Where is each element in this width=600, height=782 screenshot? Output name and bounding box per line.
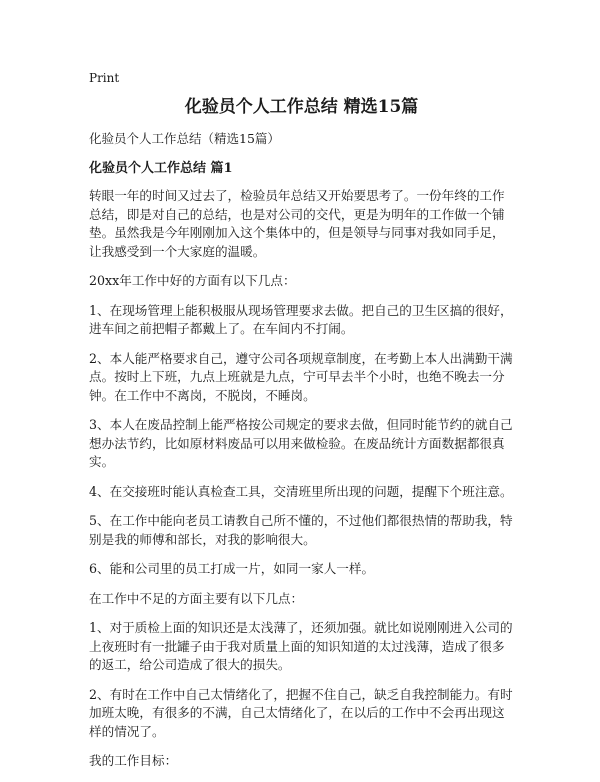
document-page	[89, 70, 514, 782]
paragraph: 我的工作目标：	[89, 753, 178, 768]
paragraph: 5、在工作中能向老员工请教自己所不懂的，不过他们都很热情的帮助我，特别是我的师傅和部长，对我的影响很大。	[89, 513, 513, 547]
paragraph: 转眼一年的时间又过去了，检验员年总结又开始要思考了。一份年终的工作总结，即是对自己的总结，也是对公司的交代，更是为明年的工作做一个铺垫。虽然我是今年刚刚加入这个集体中的，但是领导与同事对我如同手足，让我感受到一个大家庭的温暖。	[89, 188, 505, 259]
paragraph: 3、本人在废品控制上能严格按公司规定的要求去做，但同时能节约的就自己想办法节约，比如原材料废品可以用来做检验。在废品统计方面数据都很真实。	[89, 417, 513, 469]
section-heading: 化验员个人工作总结 篇1	[89, 161, 233, 176]
paragraph: 1、对于质检上面的知识还是太浅薄了，还须加强。就比如说刚刚进入公司的上夜班时有一批罐子由于我对质量上面的知识知道的太过浅薄，造成了很多的返工，给公司造成了很大的损失。	[89, 620, 513, 672]
paragraph: 20xx年工作中好的方面有以下几点：	[89, 273, 296, 288]
paragraph: 6、能和公司里的员工打成一片，如同一家人一样。	[89, 561, 375, 576]
paragraph: 2、本人能严格要求自己，遵守公司各项规章制度，在考勤上本人出满勤干满点。按时上下班，九点上班就是九点，宁可早去半个小时，也绝不晚去一分钟。在工作中不离岗，不脱岗，不睡岗。	[89, 350, 513, 403]
paragraph: 4、在交接班时能认真检查工具，交清班里所出现的问题，提醒下个班注意。	[89, 483, 513, 499]
document-subtitle: 化验员个人工作总结（精选15篇）	[89, 131, 280, 146]
document-title: 化验员个人工作总结 精选15篇	[184, 97, 419, 117]
paragraph: 1、在现场管理上能积极服从现场管理要求去做。把自己的卫生区搞的很好，进车间之前把帽子都戴上了。在车间内不打闹。	[89, 302, 513, 336]
paragraph: 在工作中不足的方面主要有以下几点：	[89, 590, 304, 606]
paragraph: 2、有时在工作中自己太情绪化了，把握不住自己，缺乏自我控制能力。有时加班太晚，有很多的不满，自己太情绪化了，在以后的工作中不会再出现这样的情况了。	[89, 686, 513, 739]
print-label: Print	[89, 71, 120, 85]
